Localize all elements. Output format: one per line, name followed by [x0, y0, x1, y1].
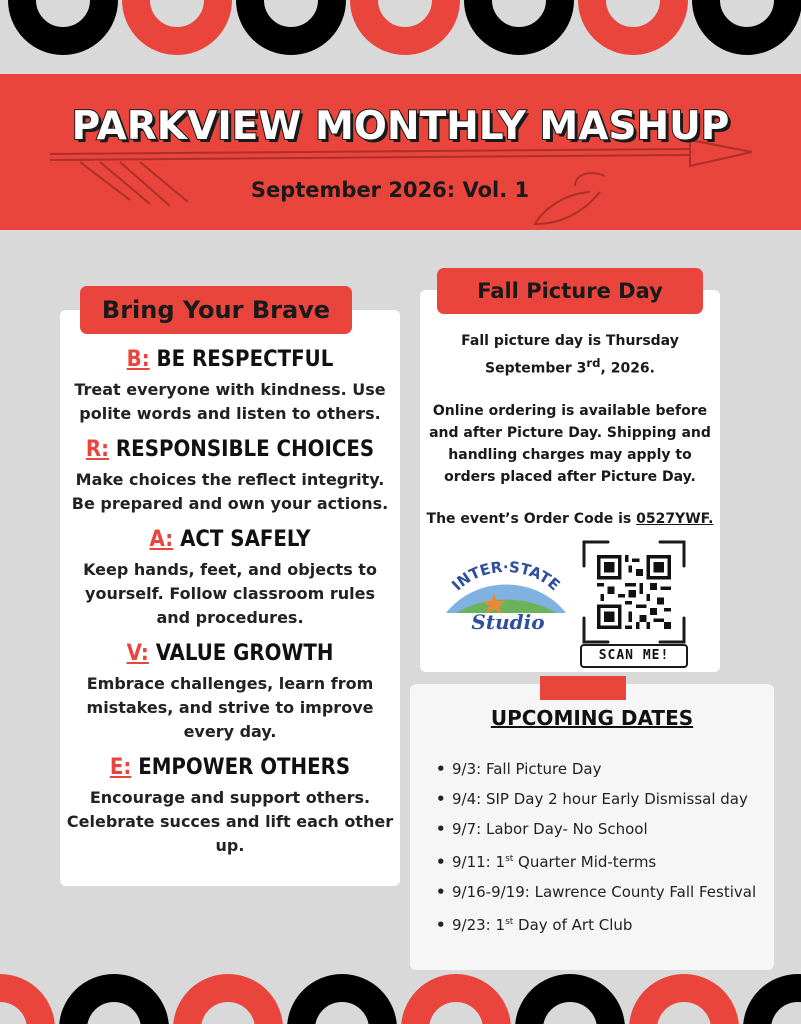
- brave-heading-text: BE RESPECTFUL: [156, 347, 334, 372]
- brave-letter: R:: [85, 437, 110, 462]
- brave-heading-text: ACT SAFELY: [180, 527, 311, 552]
- date-text: 9/3: Fall Picture Day: [452, 760, 602, 778]
- order-code-label: The event’s Order Code is: [426, 510, 637, 527]
- ring-decoration: [743, 974, 801, 1024]
- date-text: Day of Art Club: [513, 916, 633, 934]
- brave-item: [60, 754, 400, 858]
- date-item: [436, 784, 772, 814]
- picture-day-tab-label: Fall Picture Day: [437, 268, 703, 314]
- date-item: [436, 754, 772, 784]
- date-text: 9/16-9/19: Lawrence County Fall Festival: [452, 883, 757, 901]
- qr-pattern: [597, 555, 671, 629]
- picture-day-date: [422, 330, 718, 380]
- brave-letter: E:: [109, 755, 132, 780]
- date-item: [436, 814, 772, 844]
- logo-text-top: INTER·STATE: [448, 557, 564, 595]
- ring-decoration: [173, 974, 283, 1024]
- brave-list: [60, 346, 400, 868]
- ring-decoration: [0, 974, 55, 1024]
- brave-item: [60, 346, 400, 426]
- ring-decoration: [629, 974, 739, 1024]
- top-ring-border: [0, 0, 801, 60]
- picture-day-text: [422, 330, 718, 550]
- ring-decoration: [236, 0, 346, 55]
- date-item: [436, 907, 772, 940]
- brave-heading-text: RESPONSIBLE CHOICES: [115, 437, 375, 462]
- date-text: Quarter Mid-terms: [513, 853, 657, 871]
- brave-text: Keep hands, feet, and objects to yourself. Follow classroom rules and procedures.: [83, 560, 377, 627]
- picture-day-line: September 3: [485, 360, 587, 377]
- logo-text-bottom: Studio: [471, 610, 545, 634]
- inter-state-studio-logo: [436, 555, 576, 635]
- picture-day-line: , 2026.: [600, 360, 655, 377]
- ordinal-suffix: rd: [586, 356, 601, 370]
- ordinal-suffix: st: [505, 854, 514, 864]
- brave-heading-text: EMPOWER OTHERS: [138, 755, 351, 780]
- brave-letter: V:: [126, 641, 149, 666]
- brave-letter: A:: [149, 527, 174, 552]
- ring-decoration: [578, 0, 688, 55]
- ordinal-suffix: st: [505, 917, 514, 927]
- brave-heading: [60, 526, 400, 554]
- date-text: 9/4: SIP Day 2 hour Early Dismissal day: [452, 790, 748, 808]
- ordering-info: Online ordering is available before and after Picture Day. Shipping and handling charges may apply to orders placed after Picture Day.: [429, 402, 711, 485]
- brave-letter: B:: [126, 347, 150, 372]
- ring-decoration: [515, 974, 625, 1024]
- brave-text: Encourage and support others. Celebrate succes and lift each other up.: [66, 788, 394, 855]
- issue-subtitle: September 2026: Vol. 1: [250, 178, 530, 202]
- header-banner: [0, 74, 801, 230]
- dates-list: [436, 754, 772, 940]
- date-item: [436, 877, 772, 907]
- brave-item: [60, 436, 400, 516]
- brave-heading: [60, 346, 400, 374]
- ring-decoration: [401, 974, 511, 1024]
- date-text: 9/23: 1: [452, 916, 506, 934]
- page-title: PARKVIEW MONTHLY MASHUP: [71, 104, 730, 149]
- brave-item: [60, 640, 400, 744]
- ring-decoration: [350, 0, 460, 55]
- brave-tab-label: Bring Your Brave: [80, 286, 352, 334]
- date-text: 9/7: Labor Day- No School: [452, 820, 648, 838]
- picture-day-line: Fall picture day is Thursday: [461, 333, 679, 349]
- brave-item: [60, 526, 400, 630]
- brave-text: Embrace challenges, learn from mistakes, and strive to improve every day.: [86, 674, 374, 741]
- bottom-ring-border: [0, 964, 801, 1024]
- tape-decoration: [540, 676, 626, 700]
- order-code: 0527YWF.: [636, 510, 714, 527]
- brave-text: Make choices the reflect integrity. Be prepared and own your actions.: [71, 470, 389, 513]
- date-text: 9/11: 1: [452, 853, 506, 871]
- brave-heading: [60, 436, 400, 464]
- order-code-line: [422, 508, 718, 530]
- scan-me-label: SCAN ME!: [580, 644, 688, 668]
- brave-heading: [60, 640, 400, 668]
- qr-code[interactable]: [580, 538, 688, 646]
- ring-decoration: [287, 974, 397, 1024]
- ring-decoration: [8, 0, 118, 55]
- ring-decoration: [692, 0, 801, 55]
- brave-heading: [60, 754, 400, 782]
- ring-decoration: [122, 0, 232, 55]
- arrow-illustration: [0, 74, 801, 230]
- brave-heading-text: VALUE GROWTH: [155, 641, 334, 666]
- ring-decoration: [59, 974, 169, 1024]
- date-item: [436, 844, 772, 877]
- upcoming-dates-title: UPCOMING DATES: [490, 706, 694, 730]
- ring-decoration: [464, 0, 574, 55]
- brave-text: Treat everyone with kindness. Use polite words and listen to others.: [74, 380, 386, 423]
